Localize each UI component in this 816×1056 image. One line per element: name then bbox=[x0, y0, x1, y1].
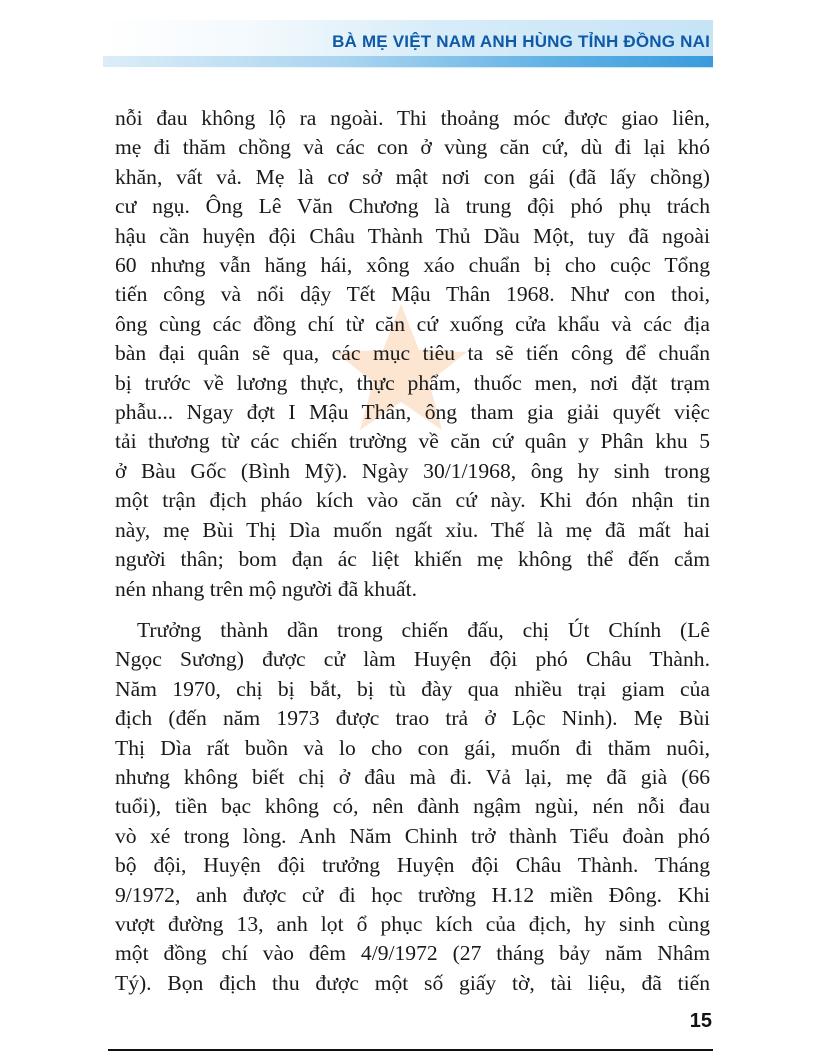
text-line: một đồng chí vào đêm 4/9/1972 (27 tháng bảy năm Nhâm bbox=[115, 941, 710, 966]
footer-rule bbox=[108, 1049, 713, 1051]
text-line: 9/1972, anh được cử đi học trường H.12 miền Đông. Khi bbox=[115, 882, 710, 907]
text-line: vò xé trong lòng. Anh Năm Chinh trở thành Tiểu đoàn phó bbox=[115, 823, 710, 848]
text-line: địch (đến năm 1973 được trao trả ở Lộc Ninh). Mẹ Bùi bbox=[115, 706, 710, 731]
text-line: phẫu... Ngay đợt I Mậu Thân, ông tham gia giải quyết việc bbox=[115, 400, 710, 425]
text-line: nhưng không biết chị ở đâu mà đi. Vả lại, mẹ đã già (66 bbox=[115, 764, 710, 789]
text-line: nỗi đau không lộ ra ngoài. Thi thoảng móc được giao liên, bbox=[115, 106, 710, 130]
text-line: Ngọc Sương) được cử làm Huyện đội phó Châu Thành. bbox=[115, 647, 710, 672]
text-line: mẹ đi thăm chồng và các con ở vùng căn cứ, dù đi lại khó bbox=[115, 135, 710, 160]
text-line: nén nhang trên mộ người đã khuất. bbox=[115, 576, 417, 601]
text-line: vượt đường 13, anh lọt ổ phục kích của địch, hy sinh cùng bbox=[115, 911, 710, 936]
header-stripe bbox=[103, 56, 713, 67]
text-line: tiến công và nổi dậy Tết Mậu Thân 1968. Như con thoi, bbox=[115, 282, 710, 307]
text-line: bị trước về lương thực, thực phẩm, thuốc men, nơi đặt trạm bbox=[115, 370, 710, 395]
text-line: người thân; bom đạn ác liệt khiến mẹ không thể đến cắm bbox=[115, 547, 710, 572]
text-line: Năm 1970, chị bị bắt, bị tù đày qua nhiều trại giam của bbox=[115, 676, 710, 701]
body-text bbox=[115, 104, 710, 998]
text-line: ở Bàu Gốc (Bình Mỹ). Ngày 30/1/1968, ông hy sinh trong bbox=[115, 458, 710, 483]
paragraph-2 bbox=[115, 616, 710, 998]
text-line: hậu cần huyện đội Châu Thành Thủ Dầu Một, tuy đã ngoài bbox=[115, 223, 710, 248]
text-line: tải thương từ các chiến trường về căn cứ quân y Phân khu 5 bbox=[115, 429, 710, 454]
text-line: bàn đại quân sẽ qua, các mục tiêu ta sẽ tiến công để chuẩn bbox=[115, 341, 710, 366]
text-line: Thị Dìa rất buồn và lo cho con gái, muốn đi thăm nuôi, bbox=[115, 735, 710, 760]
text-line: 60 nhưng vẫn hăng hái, xông xáo chuẩn bị cho cuộc Tổng bbox=[115, 253, 710, 278]
text-line: Trưởng thành dần trong chiến đấu, chị Út Chính (Lê bbox=[137, 617, 710, 642]
page-number: 15 bbox=[689, 1010, 712, 1032]
text-line: ông cùng các đồng chí từ căn cứ xuống cửa khẩu và các địa bbox=[115, 311, 710, 336]
text-line: Tý). Bọn địch thu được một số giấy tờ, tài liệu, đã tiến bbox=[115, 970, 710, 995]
text-line: này, mẹ Bùi Thị Dìa muốn ngất xỉu. Thế là mẹ đã mất hai bbox=[115, 517, 710, 542]
running-header-title: BÀ MẸ VIỆT NAM ANH HÙNG TỈNH ĐỒNG NAI bbox=[332, 32, 710, 51]
text-line: bộ đội, Huyện đội trưởng Huyện đội Châu Thành. Tháng bbox=[115, 853, 710, 878]
text-line: khăn, vất vả. Mẹ là cơ sở mật nơi con gái (đã lấy chồng) bbox=[115, 164, 710, 189]
paragraph-1 bbox=[115, 104, 710, 604]
text-line: tuổi), tiền bạc không có, nên đành ngậm ngùi, nén nỗi đau bbox=[115, 794, 710, 819]
text-line: một trận địch pháo kích vào căn cứ này. Khi đón nhận tin bbox=[115, 488, 710, 513]
text-line: cư ngụ. Ông Lê Văn Chương là trung đội phó phụ trách bbox=[115, 194, 710, 219]
